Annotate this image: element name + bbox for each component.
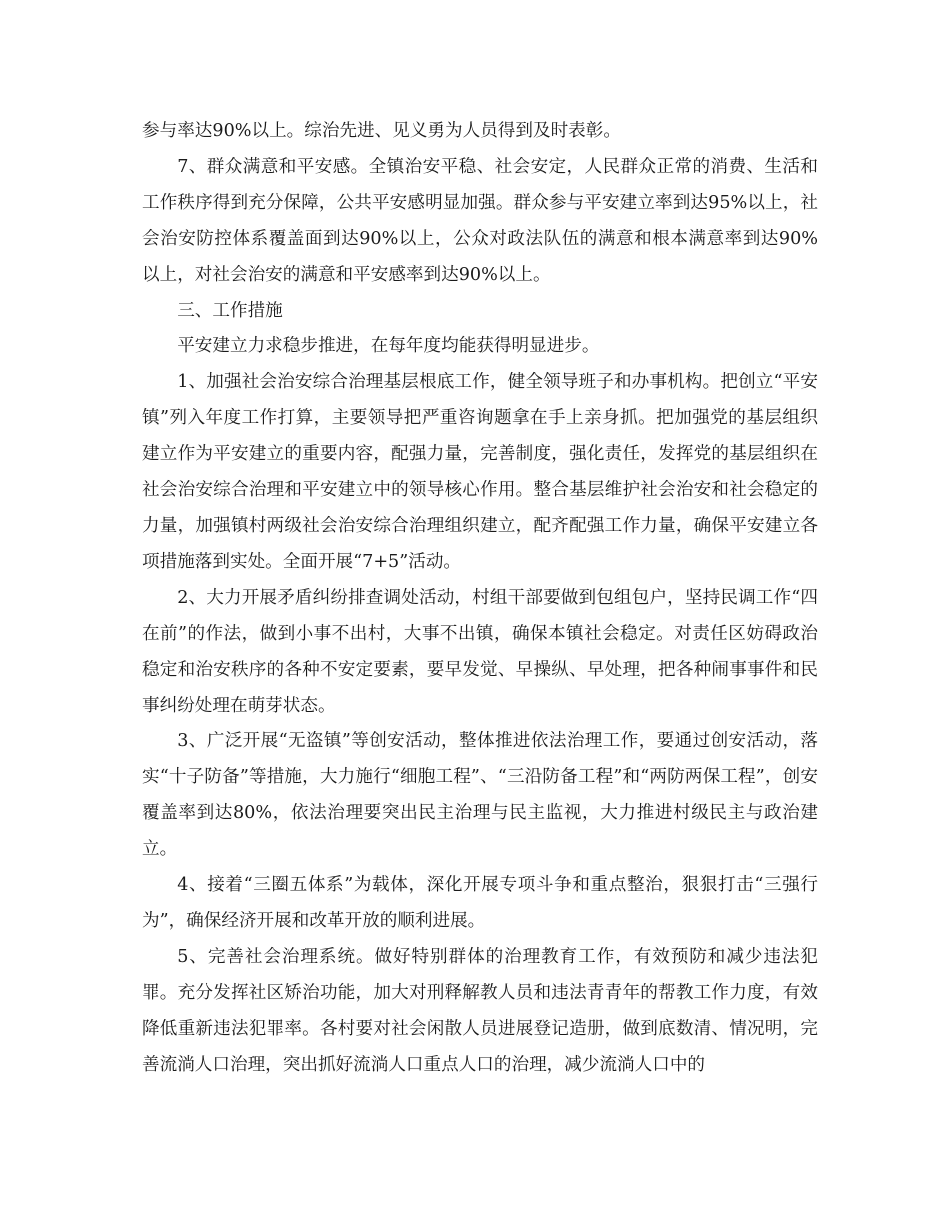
paragraph-continuation: 参与率达90%以上。综治先进、见义勇为人员得到及时表彰。 <box>142 121 621 141</box>
paragraph-measure-1: 1、加强社会治安综合治理基层根底工作，健全领导班子和办事机构。把创立“平安镇”列入年度工作打算，主要领导把严重咨询题拿在手上亲身抓。把加强党的基层组织建立作为平安建立的重要内容，配强力量，完善制度，强化责任，发挥党的基层组织在社会治安综合治理和平安建立中的领导核心作用。整合基层维护社会治安和社会稳定的力量，加强镇村两级社会治安综合治理组织建立，配齐配强工作力量，确保平安建立各项措施落到实处。全面开展“7+5”活动。 <box>142 372 818 572</box>
document-body <box>142 114 818 1083</box>
paragraph-measure-4: 4、接着“三圈五体系”为载体，深化开展专项斗争和重点整治，狠狠打击“三强行为”，确保经济开展和改革开放的顺利进展。 <box>142 875 818 931</box>
paragraph-item-7: 7、群众满意和平安感。全镇治安平稳、社会安定，人民群众正常的消费、生活和工作秩序得到充分保障，公共平安感明显加强。群众参与平安建立率到达95%以上，社会治安防控体系覆盖面到达90%以上，公众对政法队伍的满意和根本满意率到达90%以上，对社会治安的满意和平安感率到达90%以上。 <box>142 156 818 285</box>
paragraph-intro: 平安建立力求稳步推进，在每年度均能获得明显进步。 <box>177 336 600 357</box>
paragraph-measure-3: 3、广泛开展“无盗镇”等创安活动，整体推进依法治理工作，要通过创安活动，落实“十子防备”等措施，大力施行“细胞工程”、“三沿防备工程”和“两防两保工程”，创安覆盖率到达80%，依法治理要突出民主治理与民主监视，大力推进村级民主与政治建立。 <box>142 731 818 860</box>
paragraph-measure-5: 5、完善社会治理系统。做好特别群体的治理教育工作，有效预防和减少违法犯罪。充分发挥社区矫治功能，加大对刑释解教人员和违法青青年的帮教工作力度，有效降低重新违法犯罪率。各村要对社会闲散人员进展登记造册，做到底数清、情况明，完善流淌人口治理，突出抓好流淌人口重点人口的治理，减少流淌人口中的 <box>142 946 818 1075</box>
section-heading-work-measures: 三、工作措施 <box>177 300 283 321</box>
paragraph-measure-2: 2、大力开展矛盾纠纷排查调处活动，村组干部要做到包组包户，坚持民调工作“四在前”的作法，做到小事不出村，大事不出镇，确保本镇社会稳定。对责任区妨碍政治稳定和治安秩序的各种不安定要素，要早发觉、早操纵、早处理，把各种闹事事件和民事纠纷处理在萌芽状态。 <box>142 587 818 716</box>
